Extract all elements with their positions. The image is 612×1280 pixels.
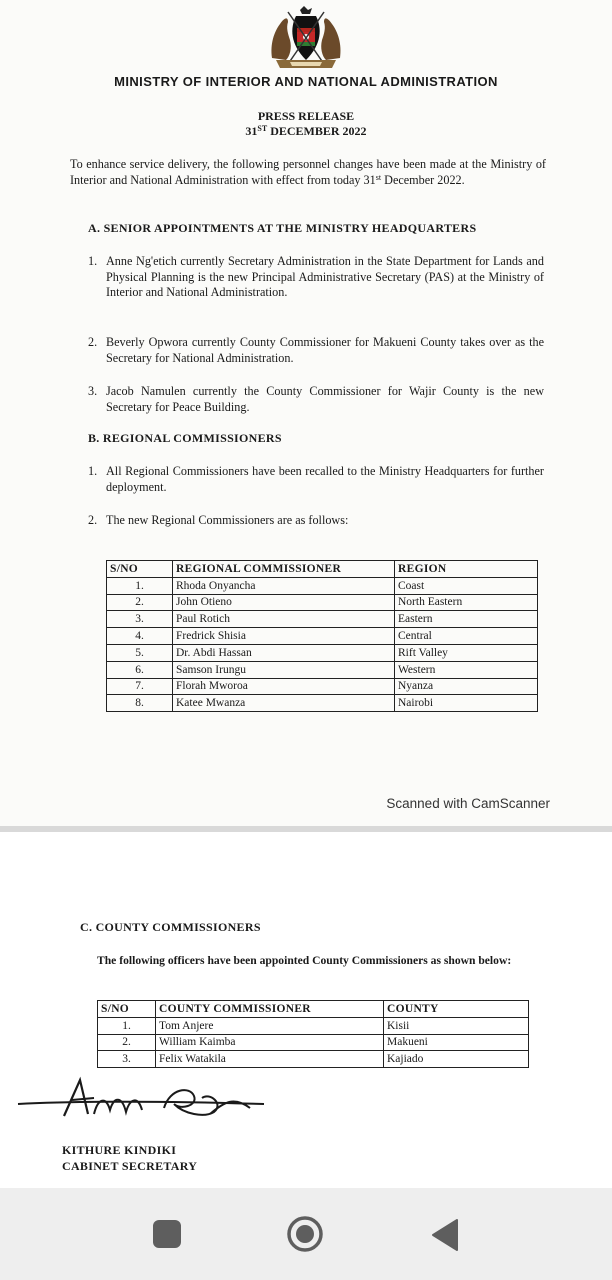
cell-sno: 3. — [98, 1051, 156, 1068]
list-item-number: 2. — [88, 513, 98, 527]
cell-region: Eastern — [395, 611, 538, 628]
table-row — [107, 661, 538, 678]
column-header-county: COUNTY — [384, 1001, 529, 1018]
cell-commissioner: Paul Rotich — [173, 611, 395, 628]
cell-sno: 4. — [107, 628, 173, 645]
table-row — [107, 577, 538, 594]
list-item-number: 2. — [88, 335, 98, 349]
list-item: All Regional Commissioners have been recalled to the Ministry Headquarters for further deployment. — [106, 464, 544, 494]
cell-commissioner: John Otieno — [173, 594, 395, 611]
cell-commissioner: William Kaimba — [156, 1034, 384, 1051]
intro-paragraph: To enhance service delivery, the following personnel changes have been made at the Ministry of Interior and National Administration with effect from today 31st December 2022. — [70, 157, 546, 187]
column-header-commissioner: REGIONAL COMMISSIONER — [173, 561, 395, 578]
cell-sno: 7. — [107, 678, 173, 695]
cell-region: Rift Valley — [395, 644, 538, 661]
cell-commissioner: Katee Mwanza — [173, 695, 395, 712]
recents-square-icon[interactable] — [153, 1220, 181, 1248]
list-item: The new Regional Commissioners are as follows: — [106, 513, 349, 527]
ministry-title: MINISTRY OF INTERIOR AND NATIONAL ADMINISTRATION — [114, 74, 498, 89]
table-row — [107, 678, 538, 695]
scanner-watermark: Scanned with CamScanner — [386, 796, 550, 811]
cell-commissioner: Rhoda Onyancha — [173, 577, 395, 594]
cell-region: North Eastern — [395, 594, 538, 611]
coat-of-arms-icon — [266, 4, 346, 70]
table-row — [107, 644, 538, 661]
cell-region: Nyanza — [395, 678, 538, 695]
cell-sno: 2. — [107, 594, 173, 611]
column-header-region: REGION — [395, 561, 538, 578]
cell-county: Kajiado — [384, 1051, 529, 1068]
list-item-number: 1. — [88, 254, 98, 268]
cell-sno: 5. — [107, 644, 173, 661]
section-a-heading: A. SENIOR APPOINTMENTS AT THE MINISTRY HEADQUARTERS — [88, 221, 477, 235]
back-triangle-icon[interactable] — [430, 1218, 460, 1252]
table-row — [107, 594, 538, 611]
press-release-date: 31ST DECEMBER 2022 — [245, 124, 367, 138]
list-item: Beverly Opwora currently County Commissioner for Makueni County takes over as the Secretary for National Administration. — [106, 335, 544, 365]
cell-sno: 2. — [98, 1034, 156, 1051]
table-row — [98, 1034, 529, 1051]
table-row — [98, 1051, 529, 1068]
section-c-intro: The following officers have been appointed County Commissioners as shown below: — [97, 954, 512, 967]
signature-icon — [14, 1074, 274, 1124]
cell-region: Coast — [395, 577, 538, 594]
column-header-sno: S/NO — [107, 561, 173, 578]
cell-sno: 1. — [98, 1017, 156, 1034]
cell-sno: 1. — [107, 577, 173, 594]
cell-commissioner: Fredrick Shisia — [173, 628, 395, 645]
cell-region: Nairobi — [395, 695, 538, 712]
cell-commissioner: Felix Watakila — [156, 1051, 384, 1068]
list-item: Jacob Namulen currently the County Commissioner for Wajir County is the new Secretary for Peace Building. — [106, 384, 544, 414]
cell-region: Central — [395, 628, 538, 645]
section-b-heading: B. REGIONAL COMMISSIONERS — [88, 431, 282, 445]
cell-commissioner: Tom Anjere — [156, 1017, 384, 1034]
list-item: Anne Ng'etich currently Secretary Administration in the State Department for Lands and Physical Planning is the new Principal Administrative Secretary (PAS) at the Ministry of Interior and National Administration. — [106, 254, 544, 299]
cell-commissioner: Florah Mworoa — [173, 678, 395, 695]
cell-commissioner: Samson Irungu — [173, 661, 395, 678]
cell-region: Western — [395, 661, 538, 678]
cell-sno: 3. — [107, 611, 173, 628]
table-row — [98, 1017, 529, 1034]
column-header-sno: S/NO — [98, 1001, 156, 1018]
signatory-title: CABINET SECRETARY — [62, 1159, 198, 1173]
table-header-row — [107, 561, 538, 578]
table-row — [107, 611, 538, 628]
cell-county: Makueni — [384, 1034, 529, 1051]
table-row — [107, 628, 538, 645]
county-commissioners-table — [97, 1000, 529, 1068]
press-release-title: PRESS RELEASE — [257, 109, 355, 123]
table-header-row — [98, 1001, 529, 1018]
table-row — [107, 695, 538, 712]
regional-commissioners-table — [106, 560, 538, 712]
cell-county: Kisii — [384, 1017, 529, 1034]
signatory-name: KITHURE KINDIKI — [62, 1143, 177, 1157]
cell-sno: 6. — [107, 661, 173, 678]
column-header-commissioner: COUNTY COMMISSIONER — [156, 1001, 384, 1018]
section-c-heading: C. COUNTY COMMISSIONERS — [80, 920, 261, 934]
list-item-number: 3. — [88, 384, 98, 398]
home-circle-icon[interactable] — [286, 1215, 324, 1253]
cell-commissioner: Dr. Abdi Hassan — [173, 644, 395, 661]
list-item-number: 1. — [88, 464, 98, 478]
cell-sno: 8. — [107, 695, 173, 712]
